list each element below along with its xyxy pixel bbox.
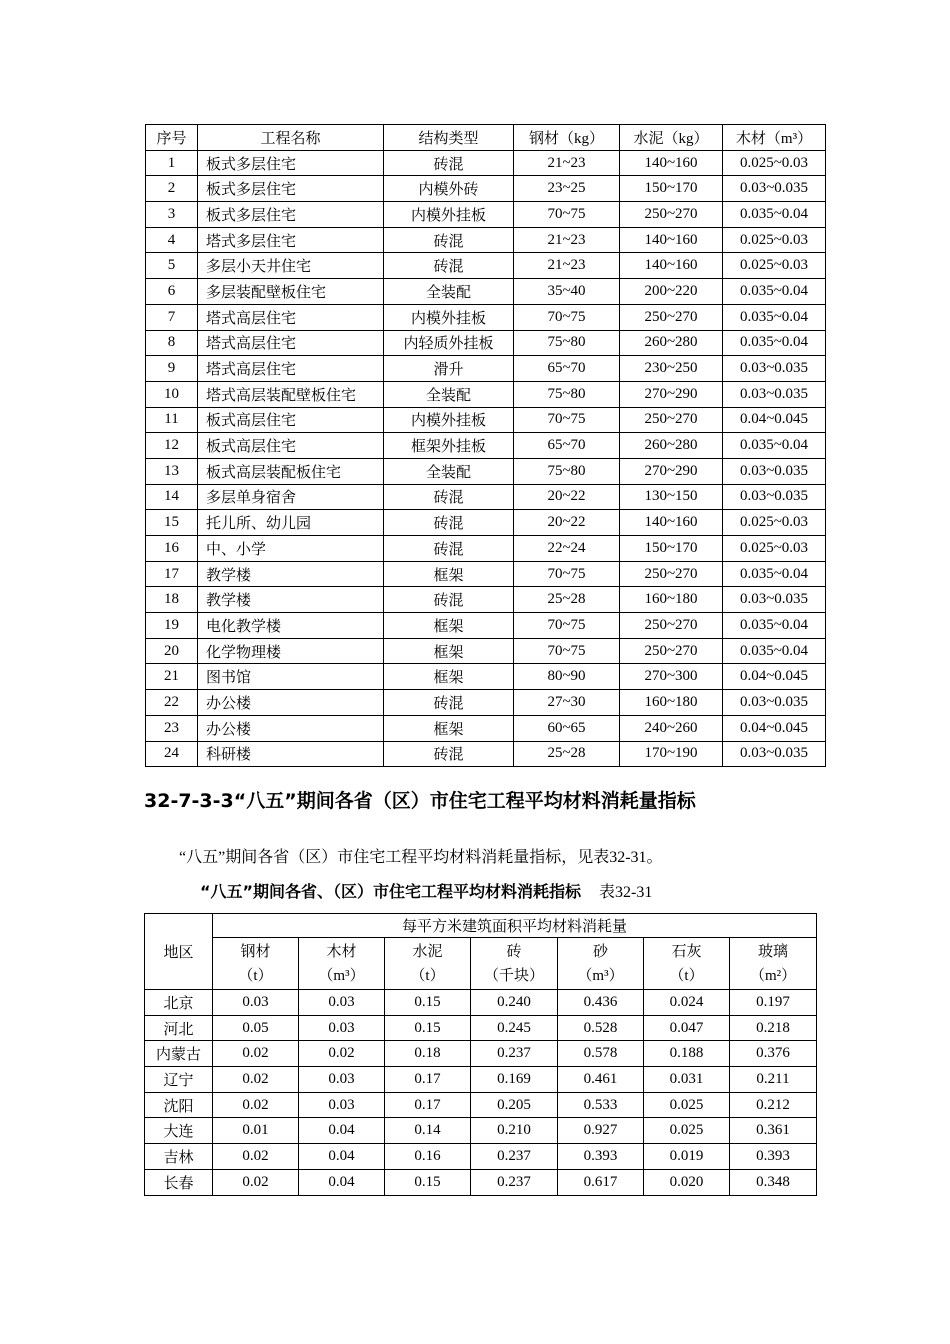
cell-project-name: 办公楼 <box>198 715 384 741</box>
cell-value: 0.025 <box>644 1118 730 1144</box>
cell-value: 0.578 <box>558 1041 644 1067</box>
cell-value: 0.03 <box>299 1092 385 1118</box>
cell-steel: 21~23 <box>514 150 620 176</box>
cell-timber: 0.035~0.04 <box>723 330 826 356</box>
cell-value: 0.393 <box>558 1144 644 1170</box>
cell-value: 0.237 <box>471 1041 558 1067</box>
cell-steel: 65~70 <box>514 356 620 382</box>
cell-steel: 21~23 <box>514 227 620 253</box>
cell-cement: 160~180 <box>620 587 723 613</box>
cell-project-name: 板式高层装配板住宅 <box>198 458 384 484</box>
header-cement: 水泥（kg） <box>620 125 723 151</box>
cell-index: 2 <box>146 176 198 202</box>
cell-steel: 27~30 <box>514 690 620 716</box>
cell-timber: 0.03~0.035 <box>723 587 826 613</box>
material-unit: （t） <box>669 967 704 984</box>
table-row <box>146 433 826 459</box>
cell-index: 12 <box>146 433 198 459</box>
cell-value: 0.16 <box>385 1144 471 1170</box>
table-row <box>146 176 826 202</box>
table-row <box>146 253 826 279</box>
cell-structure-type: 内模外挂板 <box>384 202 514 228</box>
table-row <box>145 1067 817 1093</box>
header-project-name: 工程名称 <box>198 125 384 151</box>
cell-value: 0.461 <box>558 1067 644 1093</box>
cell-value: 0.15 <box>385 1015 471 1041</box>
table-header-row <box>146 125 826 151</box>
cell-cement: 250~270 <box>620 613 723 639</box>
table-row <box>146 587 826 613</box>
cell-cement: 250~270 <box>620 561 723 587</box>
cell-cement: 250~270 <box>620 638 723 664</box>
header-steel: 钢材（kg） <box>514 125 620 151</box>
cell-value: 0.17 <box>385 1092 471 1118</box>
table-row <box>146 561 826 587</box>
cell-cement: 140~160 <box>620 227 723 253</box>
material-unit: （千块） <box>483 967 544 984</box>
cell-value: 0.617 <box>558 1169 644 1195</box>
cell-project-name: 科研楼 <box>198 741 384 767</box>
table-row <box>146 690 826 716</box>
cell-steel: 80~90 <box>514 664 620 690</box>
cell-steel: 70~75 <box>514 407 620 433</box>
cell-value: 0.02 <box>213 1041 299 1067</box>
cell-value: 0.210 <box>471 1118 558 1144</box>
header-material <box>299 938 385 990</box>
cell-index: 17 <box>146 561 198 587</box>
table-row <box>146 484 826 510</box>
cell-steel: 65~70 <box>514 433 620 459</box>
cell-region: 辽宁 <box>145 1067 213 1093</box>
cell-value: 0.01 <box>213 1118 299 1144</box>
cell-index: 23 <box>146 715 198 741</box>
table-row <box>146 510 826 536</box>
cell-cement: 150~170 <box>620 176 723 202</box>
cell-steel: 70~75 <box>514 304 620 330</box>
cell-project-name: 图书馆 <box>198 664 384 690</box>
table-caption-title: “八五”期间各省、（区）市住宅工程平均材料消耗指标 <box>200 882 582 901</box>
cell-structure-type: 砖混 <box>384 510 514 536</box>
cell-project-name: 多层小天井住宅 <box>198 253 384 279</box>
cell-value: 0.02 <box>213 1067 299 1093</box>
cell-index: 5 <box>146 253 198 279</box>
cell-timber: 0.035~0.04 <box>723 613 826 639</box>
cell-region: 河北 <box>145 1015 213 1041</box>
cell-structure-type: 框架 <box>384 715 514 741</box>
table-row <box>145 1169 817 1195</box>
cell-steel: 23~25 <box>514 176 620 202</box>
cell-timber: 0.025~0.03 <box>723 227 826 253</box>
cell-cement: 200~220 <box>620 279 723 305</box>
cell-project-name: 教学楼 <box>198 587 384 613</box>
material-unit: （t） <box>410 967 445 984</box>
cell-structure-type: 全装配 <box>384 279 514 305</box>
cell-project-name: 板式高层住宅 <box>198 433 384 459</box>
table-row <box>146 407 826 433</box>
table-row <box>146 638 826 664</box>
cell-index: 14 <box>146 484 198 510</box>
table-row <box>146 715 826 741</box>
header-material <box>385 938 471 990</box>
cell-value: 0.03 <box>299 1067 385 1093</box>
cell-index: 7 <box>146 304 198 330</box>
cell-steel: 70~75 <box>514 638 620 664</box>
cell-cement: 250~270 <box>620 304 723 330</box>
cell-cement: 150~170 <box>620 536 723 562</box>
cell-structure-type: 砖混 <box>384 253 514 279</box>
cell-project-name: 教学楼 <box>198 561 384 587</box>
table-row <box>146 381 826 407</box>
cell-index: 10 <box>146 381 198 407</box>
building-material-table <box>145 124 826 767</box>
cell-steel: 60~65 <box>514 715 620 741</box>
header-material <box>644 938 730 990</box>
cell-value: 0.024 <box>644 990 730 1016</box>
material-name: 砂 <box>592 943 608 960</box>
cell-region: 北京 <box>145 990 213 1016</box>
cell-value: 0.025 <box>644 1092 730 1118</box>
cell-timber: 0.04~0.045 <box>723 407 826 433</box>
material-name: 钢材 <box>240 943 271 960</box>
cell-value: 0.17 <box>385 1067 471 1093</box>
cell-structure-type: 框架 <box>384 638 514 664</box>
cell-cement: 250~270 <box>620 202 723 228</box>
cell-timber: 0.03~0.035 <box>723 458 826 484</box>
cell-region: 大连 <box>145 1118 213 1144</box>
table-row <box>146 150 826 176</box>
cell-value: 0.211 <box>730 1067 817 1093</box>
cell-steel: 20~22 <box>514 484 620 510</box>
cell-value: 0.019 <box>644 1144 730 1170</box>
cell-steel: 70~75 <box>514 613 620 639</box>
cell-index: 15 <box>146 510 198 536</box>
cell-index: 9 <box>146 356 198 382</box>
regional-material-table <box>144 913 817 1196</box>
material-unit: （m²） <box>749 967 797 984</box>
cell-value: 0.02 <box>213 1169 299 1195</box>
cell-cement: 140~160 <box>620 150 723 176</box>
table-row <box>146 664 826 690</box>
header-material <box>558 938 644 990</box>
table-row <box>146 279 826 305</box>
table-caption <box>200 879 652 902</box>
cell-region: 沈阳 <box>145 1092 213 1118</box>
header-region: 地区 <box>145 914 213 990</box>
cell-cement: 260~280 <box>620 433 723 459</box>
header-timber: 木材（m³） <box>723 125 826 151</box>
cell-region: 吉林 <box>145 1144 213 1170</box>
table-row <box>146 330 826 356</box>
cell-value: 0.14 <box>385 1118 471 1144</box>
cell-steel: 20~22 <box>514 510 620 536</box>
cell-timber: 0.03~0.035 <box>723 484 826 510</box>
cell-structure-type: 砖混 <box>384 150 514 176</box>
cell-index: 16 <box>146 536 198 562</box>
cell-project-name: 托儿所、幼儿园 <box>198 510 384 536</box>
cell-timber: 0.025~0.03 <box>723 536 826 562</box>
table-row <box>145 1041 817 1067</box>
table-row <box>146 613 826 639</box>
cell-timber: 0.03~0.035 <box>723 176 826 202</box>
cell-value: 0.237 <box>471 1169 558 1195</box>
section-paragraph: “八五”期间各省（区）市住宅工程平均材料消耗量指标，见表32-31。 <box>179 849 663 866</box>
cell-project-name: 塔式高层装配壁板住宅 <box>198 381 384 407</box>
cell-value: 0.927 <box>558 1118 644 1144</box>
cell-cement: 170~190 <box>620 741 723 767</box>
cell-project-name: 板式多层住宅 <box>198 150 384 176</box>
cell-value: 0.03 <box>299 990 385 1016</box>
cell-value: 0.205 <box>471 1092 558 1118</box>
header-material <box>213 938 299 990</box>
cell-structure-type: 砖混 <box>384 690 514 716</box>
material-name: 砖 <box>506 943 522 960</box>
cell-value: 0.393 <box>730 1144 817 1170</box>
table-body <box>146 150 826 767</box>
cell-structure-type: 内模外砖 <box>384 176 514 202</box>
cell-timber: 0.04~0.045 <box>723 664 826 690</box>
cell-steel: 25~28 <box>514 741 620 767</box>
header-structure-type: 结构类型 <box>384 125 514 151</box>
cell-timber: 0.03~0.035 <box>723 381 826 407</box>
cell-timber: 0.035~0.04 <box>723 638 826 664</box>
cell-timber: 0.035~0.04 <box>723 433 826 459</box>
cell-structure-type: 框架 <box>384 613 514 639</box>
header-material <box>730 938 817 990</box>
cell-index: 18 <box>146 587 198 613</box>
cell-timber: 0.035~0.04 <box>723 202 826 228</box>
cell-project-name: 多层单身宿舍 <box>198 484 384 510</box>
header-index: 序号 <box>146 125 198 151</box>
header-material <box>471 938 558 990</box>
cell-value: 0.15 <box>385 990 471 1016</box>
cell-cement: 270~290 <box>620 458 723 484</box>
cell-value: 0.533 <box>558 1092 644 1118</box>
cell-cement: 260~280 <box>620 330 723 356</box>
cell-structure-type: 砖混 <box>384 587 514 613</box>
table-row <box>145 1118 817 1144</box>
cell-index: 19 <box>146 613 198 639</box>
table-row <box>146 458 826 484</box>
cell-project-name: 板式多层住宅 <box>198 202 384 228</box>
cell-value: 0.04 <box>299 1118 385 1144</box>
cell-value: 0.03 <box>213 990 299 1016</box>
cell-value: 0.02 <box>213 1092 299 1118</box>
cell-index: 11 <box>146 407 198 433</box>
cell-timber: 0.025~0.03 <box>723 150 826 176</box>
material-name: 玻璃 <box>758 943 789 960</box>
cell-structure-type: 砖混 <box>384 741 514 767</box>
cell-steel: 75~80 <box>514 381 620 407</box>
cell-value: 0.031 <box>644 1067 730 1093</box>
cell-structure-type: 全装配 <box>384 458 514 484</box>
cell-region: 长春 <box>145 1169 213 1195</box>
table-row <box>146 202 826 228</box>
cell-project-name: 多层装配壁板住宅 <box>198 279 384 305</box>
cell-value: 0.02 <box>299 1041 385 1067</box>
material-unit: （m³） <box>577 967 624 984</box>
cell-steel: 70~75 <box>514 561 620 587</box>
cell-cement: 140~160 <box>620 253 723 279</box>
cell-value: 0.05 <box>213 1015 299 1041</box>
cell-index: 1 <box>146 150 198 176</box>
cell-value: 0.047 <box>644 1015 730 1041</box>
cell-value: 0.02 <box>213 1144 299 1170</box>
cell-index: 24 <box>146 741 198 767</box>
cell-value: 0.436 <box>558 990 644 1016</box>
cell-index: 4 <box>146 227 198 253</box>
cell-steel: 22~24 <box>514 536 620 562</box>
cell-index: 3 <box>146 202 198 228</box>
cell-structure-type: 框架外挂板 <box>384 433 514 459</box>
cell-project-name: 塔式高层住宅 <box>198 304 384 330</box>
cell-steel: 70~75 <box>514 202 620 228</box>
cell-structure-type: 内轻质外挂板 <box>384 330 514 356</box>
cell-structure-type: 滑升 <box>384 356 514 382</box>
cell-index: 13 <box>146 458 198 484</box>
cell-value: 0.218 <box>730 1015 817 1041</box>
cell-steel: 25~28 <box>514 587 620 613</box>
cell-structure-type: 全装配 <box>384 381 514 407</box>
cell-cement: 250~270 <box>620 407 723 433</box>
cell-value: 0.020 <box>644 1169 730 1195</box>
cell-value: 0.04 <box>299 1144 385 1170</box>
cell-value: 0.03 <box>299 1015 385 1041</box>
table-row <box>146 356 826 382</box>
cell-index: 8 <box>146 330 198 356</box>
cell-project-name: 办公楼 <box>198 690 384 716</box>
cell-value: 0.376 <box>730 1041 817 1067</box>
cell-index: 20 <box>146 638 198 664</box>
cell-project-name: 电化教学楼 <box>198 613 384 639</box>
cell-structure-type: 框架 <box>384 561 514 587</box>
table-row <box>146 304 826 330</box>
cell-timber: 0.04~0.045 <box>723 715 826 741</box>
material-name: 木材 <box>326 943 357 960</box>
cell-structure-type: 砖混 <box>384 484 514 510</box>
cell-value: 0.04 <box>299 1169 385 1195</box>
cell-index: 22 <box>146 690 198 716</box>
cell-structure-type: 内模外挂板 <box>384 407 514 433</box>
cell-cement: 160~180 <box>620 690 723 716</box>
cell-project-name: 化学物理楼 <box>198 638 384 664</box>
material-unit: （t） <box>238 967 273 984</box>
cell-value: 0.240 <box>471 990 558 1016</box>
cell-project-name: 板式多层住宅 <box>198 176 384 202</box>
material-unit: （m³） <box>318 967 365 984</box>
cell-value: 0.237 <box>471 1144 558 1170</box>
table-row <box>145 1144 817 1170</box>
cell-cement: 270~300 <box>620 664 723 690</box>
cell-project-name: 塔式高层住宅 <box>198 356 384 382</box>
cell-index: 6 <box>146 279 198 305</box>
cell-cement: 140~160 <box>620 510 723 536</box>
cell-region: 内蒙古 <box>145 1041 213 1067</box>
cell-project-name: 塔式高层住宅 <box>198 330 384 356</box>
cell-steel: 75~80 <box>514 330 620 356</box>
cell-structure-type: 框架 <box>384 664 514 690</box>
table-caption-number: 表32-31 <box>599 884 653 901</box>
cell-project-name: 塔式多层住宅 <box>198 227 384 253</box>
table-body <box>145 990 817 1196</box>
cell-value: 0.212 <box>730 1092 817 1118</box>
cell-timber: 0.025~0.03 <box>723 510 826 536</box>
cell-value: 0.361 <box>730 1118 817 1144</box>
material-name: 水泥 <box>412 943 443 960</box>
cell-project-name: 板式高层住宅 <box>198 407 384 433</box>
cell-timber: 0.025~0.03 <box>723 253 826 279</box>
cell-timber: 0.035~0.04 <box>723 561 826 587</box>
material-name: 石灰 <box>671 943 702 960</box>
cell-cement: 130~150 <box>620 484 723 510</box>
cell-value: 0.15 <box>385 1169 471 1195</box>
table-header-row <box>145 914 817 938</box>
cell-structure-type: 砖混 <box>384 227 514 253</box>
cell-value: 0.169 <box>471 1067 558 1093</box>
cell-project-name: 中、小学 <box>198 536 384 562</box>
cell-structure-type: 砖混 <box>384 536 514 562</box>
cell-timber: 0.035~0.04 <box>723 304 826 330</box>
cell-timber: 0.035~0.04 <box>723 279 826 305</box>
cell-value: 0.197 <box>730 990 817 1016</box>
cell-timber: 0.03~0.035 <box>723 356 826 382</box>
cell-index: 21 <box>146 664 198 690</box>
table-row <box>145 990 817 1016</box>
cell-value: 0.188 <box>644 1041 730 1067</box>
cell-cement: 240~260 <box>620 715 723 741</box>
cell-timber: 0.03~0.035 <box>723 690 826 716</box>
header-group: 每平方米建筑面积平均材料消耗量 <box>213 914 817 938</box>
cell-value: 0.528 <box>558 1015 644 1041</box>
table-row <box>146 741 826 767</box>
cell-steel: 35~40 <box>514 279 620 305</box>
cell-steel: 21~23 <box>514 253 620 279</box>
cell-value: 0.18 <box>385 1041 471 1067</box>
table-row <box>146 536 826 562</box>
table-row <box>145 1092 817 1118</box>
cell-structure-type: 内模外挂板 <box>384 304 514 330</box>
table-header-materials-row <box>145 938 817 990</box>
cell-cement: 230~250 <box>620 356 723 382</box>
table-row <box>146 227 826 253</box>
cell-steel: 75~80 <box>514 458 620 484</box>
cell-cement: 270~290 <box>620 381 723 407</box>
cell-timber: 0.03~0.035 <box>723 741 826 767</box>
section-heading: 32-7-3-3“八五”期间各省（区）市住宅工程平均材料消耗量指标 <box>144 790 696 812</box>
table-row <box>145 1015 817 1041</box>
cell-value: 0.348 <box>730 1169 817 1195</box>
cell-value: 0.245 <box>471 1015 558 1041</box>
